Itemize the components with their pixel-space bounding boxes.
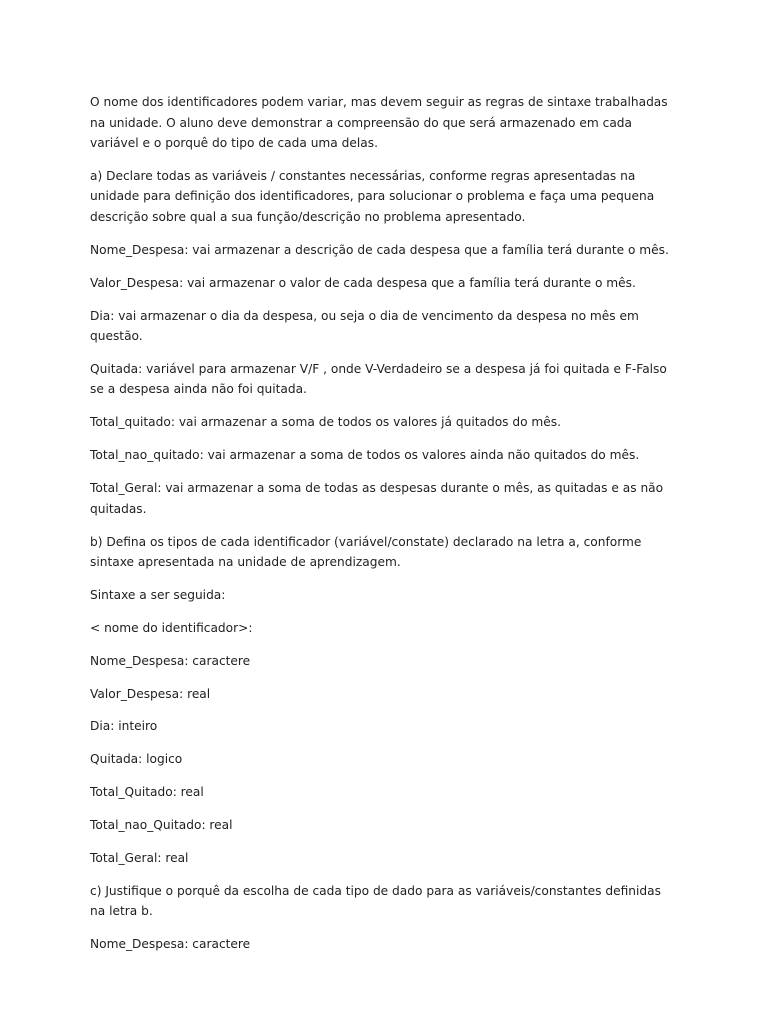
definition-total-geral: Total_Geral: vai armazenar a soma de todas as despesas durante o mês, as quitadas e as não quitadas. [90,481,664,516]
question-b: b) Defina os tipos de cada identificador (variável/constate) declarado na letra a, conforme sintaxe apresentada na unidade de aprendizagem. [90,534,642,570]
question-a: a) Declare todas as variáveis / constantes necessárias, conforme regras apresentadas na unidade para definição dos identificadores, para solucionar o problema e faça uma pequena descrição sobre qual a sua função/descrição no problema apresentado. [90,168,655,224]
syntax-heading: Sintaxe a ser seguida: [90,587,226,602]
type-quitada: Quitada: logico [90,752,183,767]
definition-total-nao-quitado: Total_nao_quitado: vai armazenar a soma de todos os valores ainda não quitados do mês. [90,448,640,463]
type-valor-despesa: Valor_Despesa: real [90,686,211,701]
type-total-geral: Total_Geral: real [90,851,189,866]
definition-total-quitado: Total_quitado: vai armazenar a soma de todos os valores já quitados do mês. [90,415,562,430]
definition-dia: Dia: vai armazenar o dia da despesa, ou seja o dia de vencimento da despesa no mês em questão. [90,308,639,344]
definition-valor-despesa: Valor_Despesa: vai armazenar o valor de cada despesa que a família terá durante o mês. [90,275,636,290]
question-c: c) Justifique o porquê da escolha de cada tipo de dado para as variáveis/constantes definidas na letra b. [90,883,661,919]
intro-paragraph: O nome dos identificadores podem variar, mas devem seguir as regras de sintaxe trabalhadas na unidade. O aluno deve demonstrar a compreensão do que será armazenado em cada variável e o porquê do tipo de cada uma delas. [90,95,668,150]
document-body [90,92,680,967]
type-total-nao-quitado: Total_nao_Quitado: real [90,818,233,833]
type-nome-despesa: Nome_Despesa: caractere [90,653,251,668]
definition-quitada: Quitada: variável para armazenar V/F , onde V-Verdadeiro se a despesa já foi quitada e F-Falso se a despesa ainda não foi quitada. [90,361,667,397]
type-total-quitado: Total_Quitado: real [90,785,204,800]
definition-nome-despesa: Nome_Despesa: vai armazenar a descrição de cada despesa que a família terá durante o mês. [90,242,669,257]
syntax-template: < nome do identificador>: [90,620,253,635]
type-dia: Dia: inteiro [90,719,158,734]
justification-nome-despesa: Nome_Despesa: caractere [90,937,251,952]
